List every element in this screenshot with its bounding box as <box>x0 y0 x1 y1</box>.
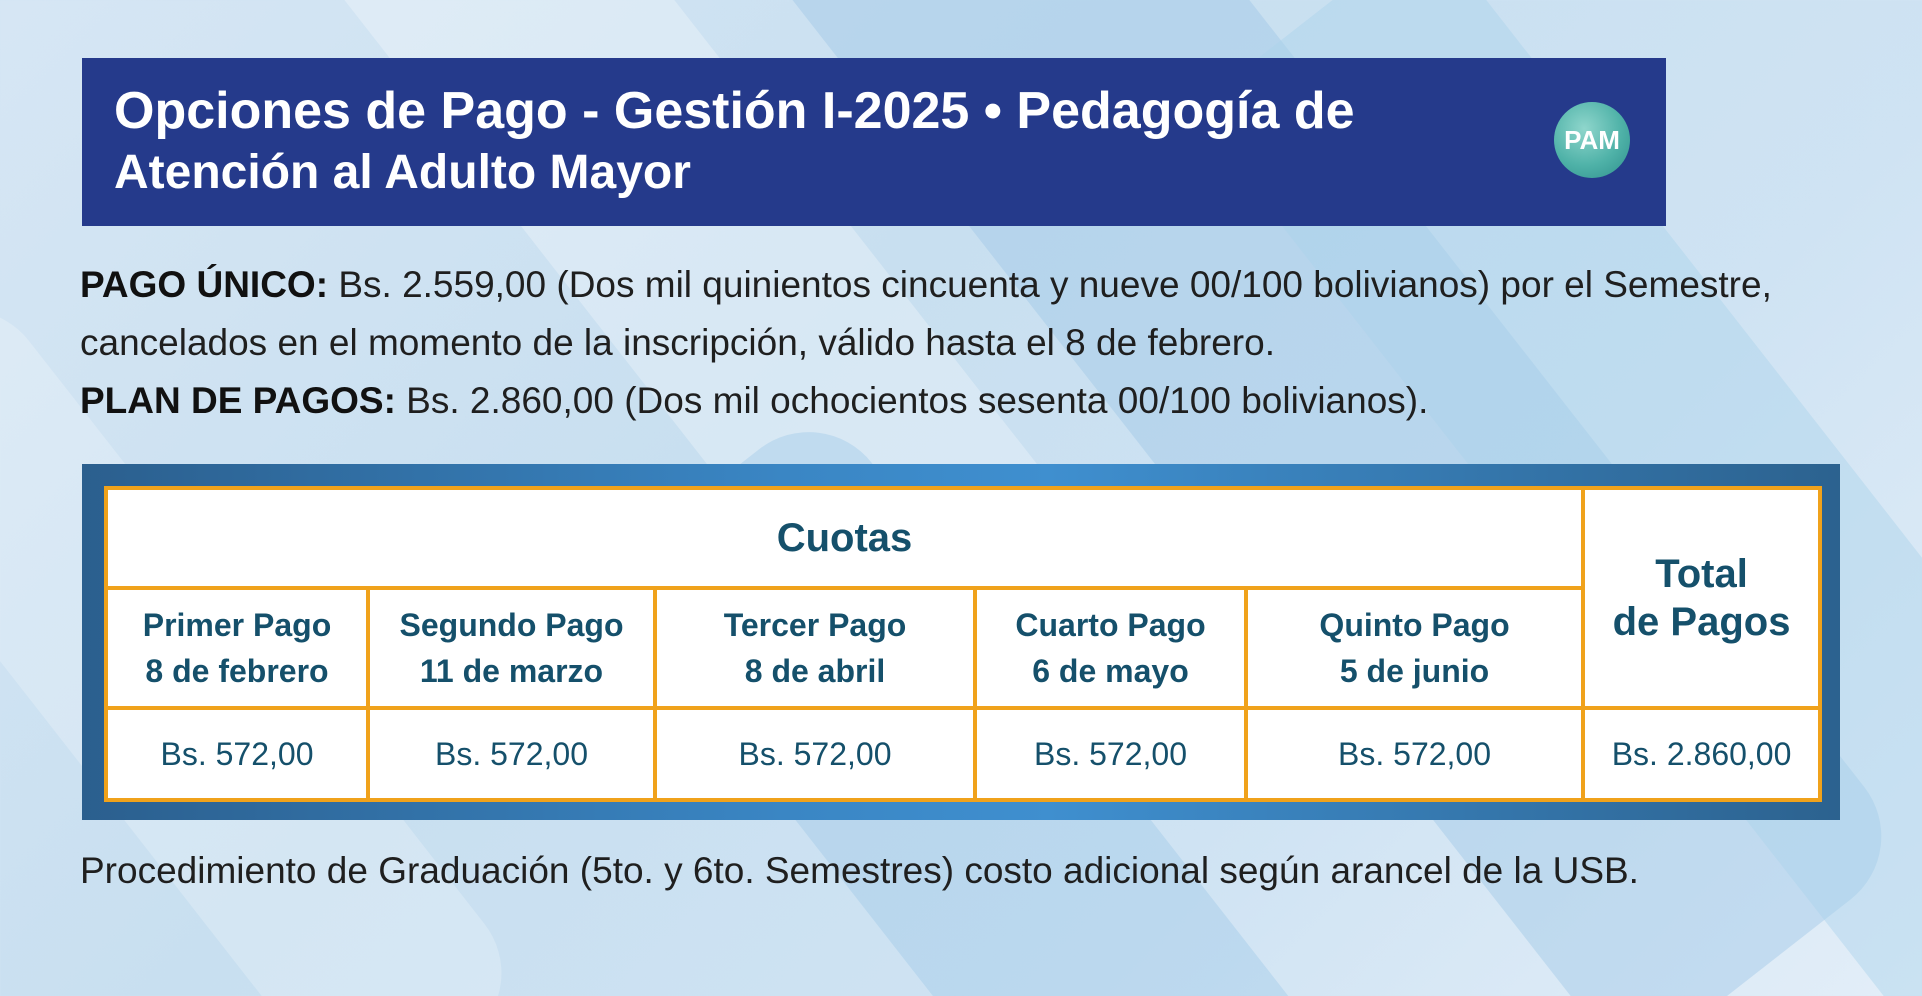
total-header <box>1583 488 1820 708</box>
pago-amount: Bs. 572,00 <box>1246 708 1583 800</box>
payment-table <box>104 486 1822 802</box>
page-title-line-2: Atención al Adulto Mayor <box>114 146 691 199</box>
pago-date: 8 de febrero <box>145 653 329 689</box>
pago-date: 6 de mayo <box>1032 653 1189 689</box>
pago-unico-text: Bs. 2.559,00 (Dos mil quinientos cincuenta y nueve 00/100 bolivianos) por el Semestre, cancelados en el momento de la inscripción, válido hasta el 8 de febrero. <box>80 264 1772 363</box>
pago-header <box>106 588 368 708</box>
total-amount: Bs. 2.860,00 <box>1583 708 1820 800</box>
pago-name: Primer Pago <box>142 607 332 643</box>
total-header-line-2: de Pagos <box>1612 600 1791 644</box>
page-title <box>114 80 1554 204</box>
pago-date: 5 de junio <box>1339 653 1490 689</box>
graduation-footnote: Procedimiento de Graduación (5to. y 6to. Semestres) costo adicional según arancel de la USB. <box>80 850 1639 891</box>
page-title-line-1: Opciones de Pago - Gestión I-2025 • Pedagogía de <box>114 82 1355 140</box>
pago-header <box>655 588 975 708</box>
table-row <box>106 708 1820 800</box>
pago-header <box>1246 588 1583 708</box>
pago-unico-paragraph <box>80 256 1842 372</box>
plan-pagos-text: Bs. 2.860,00 (Dos mil ochocientos sesenta 00/100 bolivianos). <box>395 380 1429 421</box>
pam-badge: PAM <box>1554 102 1630 178</box>
plan-pagos-paragraph <box>80 372 1842 430</box>
pago-header <box>368 588 655 708</box>
pago-name: Cuarto Pago <box>1015 607 1206 643</box>
pago-unico-label: PAGO ÚNICO: <box>80 264 329 305</box>
pago-name: Tercer Pago <box>723 607 907 643</box>
cuotas-header: Cuotas <box>106 488 1583 588</box>
pago-date: 8 de abril <box>744 653 886 689</box>
pago-name: Quinto Pago <box>1319 607 1510 643</box>
payment-table-frame <box>82 464 1840 820</box>
plan-pagos-label: PLAN DE PAGOS: <box>80 380 396 421</box>
pago-amount: Bs. 572,00 <box>975 708 1246 800</box>
total-header-line-1: Total <box>1655 552 1748 596</box>
pago-amount: Bs. 572,00 <box>368 708 655 800</box>
pago-header <box>975 588 1246 708</box>
pago-amount: Bs. 572,00 <box>655 708 975 800</box>
title-banner <box>82 58 1666 226</box>
pago-amount: Bs. 572,00 <box>106 708 368 800</box>
pago-date: 11 de marzo <box>419 653 604 689</box>
pago-name: Segundo Pago <box>399 607 624 643</box>
